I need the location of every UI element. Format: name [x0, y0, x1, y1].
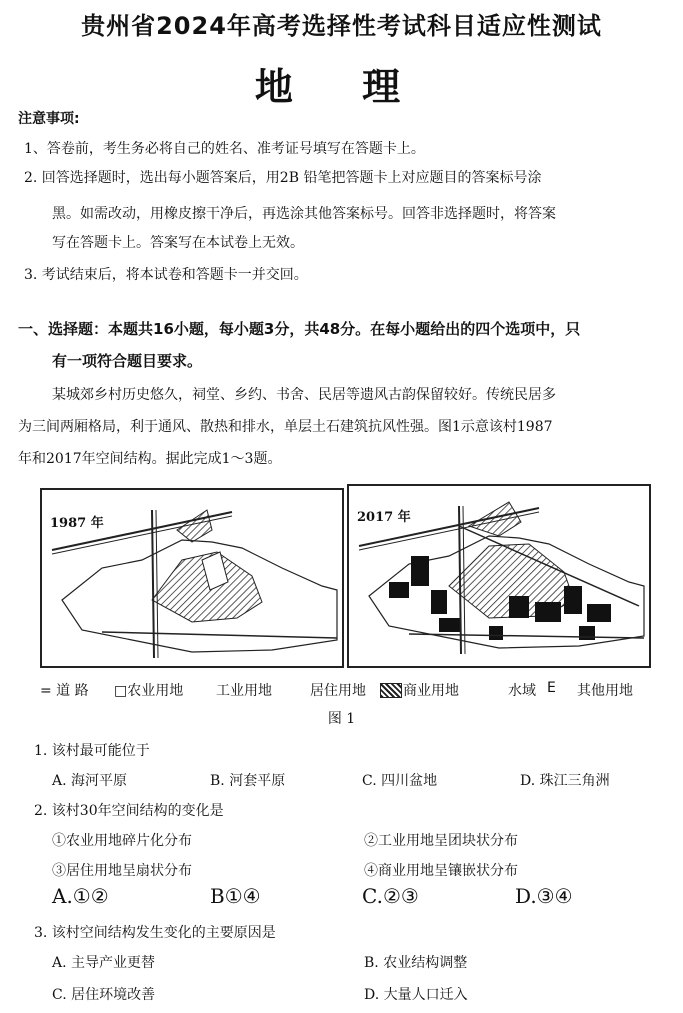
- q2-statement-1: ①农业用地碎片化分布: [52, 833, 192, 849]
- q2-option-d: D.③④: [515, 884, 573, 908]
- legend-industry: 工业用地: [216, 683, 272, 699]
- passage-line-1: 某城郊乡村历史悠久，祠堂、乡约、书舍、民居等遗风古韵保留较好。传统民居多: [52, 387, 556, 403]
- q2-option-b: B①④: [210, 884, 261, 908]
- legend-other: 其他用地: [577, 683, 633, 699]
- q3-option-c: C. 居住环境改善: [52, 987, 156, 1003]
- notice-item-1: 1、答卷前，考生务必将自己的姓名、准考证号填写在答题卡上。: [24, 141, 425, 157]
- legend-commercial-swatch: [380, 683, 402, 698]
- map-2017: [347, 484, 651, 668]
- passage-line-2: 为三间两厢格局，利于通风、散热和排水，单层土石建筑抗风性强。图1示意该村1987: [18, 419, 553, 435]
- legend-other-mark: E: [547, 680, 556, 696]
- q3-option-a: A. 主导产业更替: [52, 955, 156, 971]
- notice-item-3: 3. 考试结束后，将本试卷和答题卡一并交回。: [24, 267, 308, 283]
- map-1987: [40, 488, 344, 668]
- section-heading: 一、选择题：本题共16小题，每小题3分，共48分。在每小题给出的四个选项中，只: [18, 320, 581, 338]
- q2-statement-3: ③居住用地呈扇状分布: [52, 863, 192, 879]
- q3-option-b: B. 农业结构调整: [364, 955, 468, 971]
- legend-commercial: 商业用地: [403, 683, 459, 699]
- q1-option-a: A. 海河平原: [52, 773, 128, 789]
- q2-statement-2: ②工业用地呈团块状分布: [364, 833, 518, 849]
- q2-option-c: C.②③: [362, 884, 419, 908]
- notice-item-2-cont: 黑。如需改动，用橡皮擦干净后，再选涂其他答案标号。回答非选择题时，将答案: [52, 206, 556, 222]
- subject-title: 地 理: [254, 65, 429, 109]
- q2-statement-4: ④商业用地呈镶嵌状分布: [364, 863, 518, 879]
- q1-stem: 1. 该村最可能位于: [34, 743, 150, 759]
- q2-stem: 2. 该村30年空间结构的变化是: [34, 803, 224, 819]
- legend-water: 水域: [508, 683, 536, 699]
- exam-title: 贵州省2024年高考选择性考试科目适应性测试: [81, 12, 602, 40]
- legend-residential: 居住用地: [310, 683, 366, 699]
- q1-option-d: D. 珠江三角洲: [520, 773, 610, 789]
- legend-agri: □农业用地: [114, 683, 184, 699]
- q1-option-b: B. 河套平原: [210, 773, 286, 789]
- figure-caption: 图 1: [327, 711, 356, 727]
- passage-line-3: 年和2017年空间结构。据此完成1～3题。: [18, 451, 282, 467]
- q1-option-c: C. 四川盆地: [362, 773, 438, 789]
- map-1987-year: 1987 年: [50, 516, 104, 531]
- notice-item-2-cont2: 写在答题卡上。答案写在本试卷上无效。: [52, 235, 304, 251]
- notice-item-2: 2. 回答选择题时，选出每小题答案后，用2B 铅笔把答题卡上对应题目的答案标号涂: [24, 170, 542, 186]
- q3-stem: 3. 该村空间结构发生变化的主要原因是: [34, 925, 276, 941]
- q3-option-d: D. 大量人口迁入: [364, 987, 468, 1003]
- notice-title: 注意事项:: [18, 111, 80, 127]
- section-heading-cont: 有一项符合题目要求。: [52, 352, 203, 370]
- legend-road: = 道 路: [40, 683, 89, 699]
- q2-option-a: A.①②: [52, 884, 109, 908]
- map-2017-year: 2017 年: [357, 510, 411, 525]
